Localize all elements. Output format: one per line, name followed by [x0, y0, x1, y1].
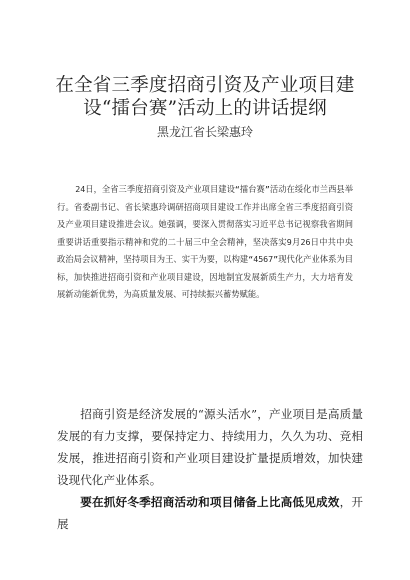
summary-paragraph: 24日，全省三季度招商引资及产业项目建设“擂台赛”活动在绥化市兰西县举行。省委副书记、省长梁惠玲调研招商项目建设工作并出席全省三季度招商引资及产业项目建设推进会议。她强调，要深入贯彻落实习近平总书记视察我省期间重要讲话重要指示精神和党的二十届三中全会精神，坚决落实9月26日中共中央政治局会议精神，坚持项目为王、实干为要，以构建“4567”现代化产业体系为目标，加快推进招商引资和产业项目建设，因地制宜发展新质生产力，大力培育发展新动能新优势，为高质量发展、可持续振兴蓄势赋能。: [57, 184, 353, 299]
body-paragraph-2: [57, 491, 363, 535]
document-title: 在全省三季度招商引资及产业项目建设“擂台赛”活动上的讲话提纲: [55, 75, 355, 119]
paragraph-2-bold-lead: 要在抓好冬季招商活动和项目储备上比高低见成效: [80, 495, 340, 509]
paragraph-2-rest: ，开展: [57, 495, 363, 531]
document-author: 黑龙江省长梁惠玲: [156, 125, 253, 139]
body-paragraph-1: 招商引资是经济发展的“源头活水”，产业项目是高质量发展的有力支撑，要保持定力、持续用力，久久为功、竞相发展，推进招商引资和产业项目建设扩量提质增效，加快建设现代化产业体系。: [57, 407, 363, 487]
